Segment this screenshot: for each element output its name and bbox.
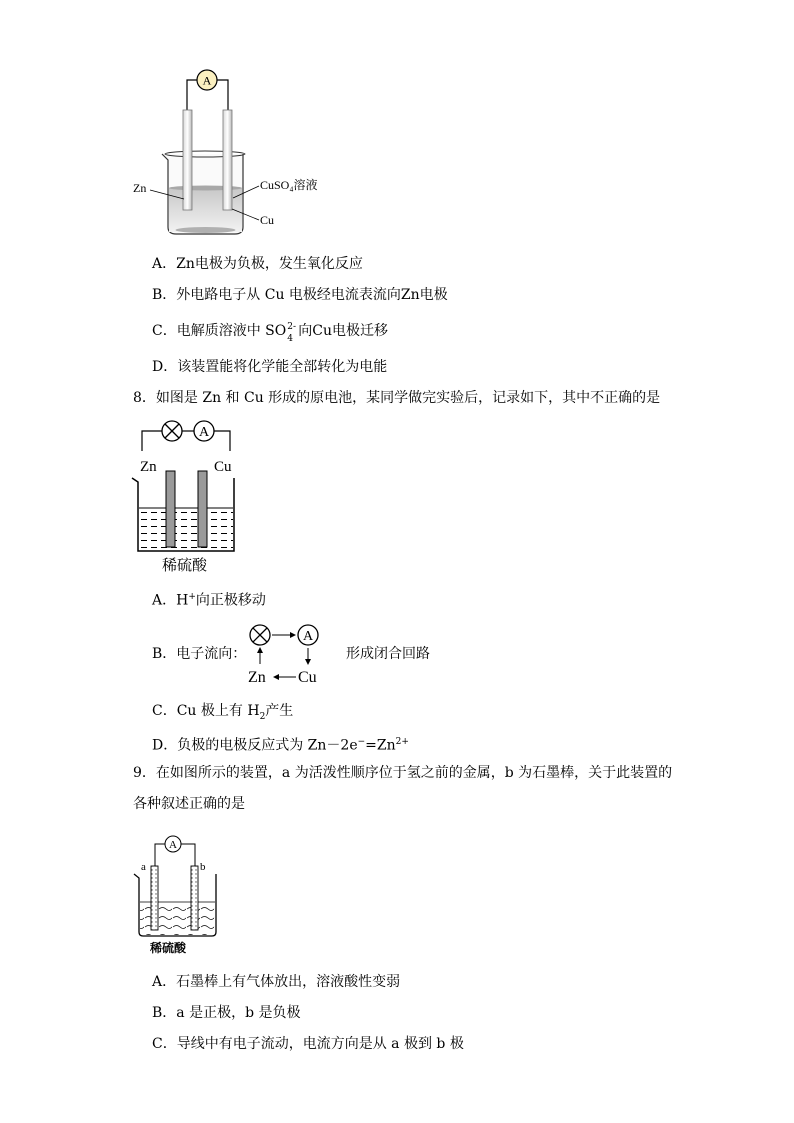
- cu-label: Cu: [260, 213, 275, 227]
- cu-label: Cu: [214, 459, 232, 475]
- q8-option-d: D．负极的电极反应式为 $Zn-2e^-=Zn^{2+}$: [152, 737, 409, 754]
- q7-option-a: A．Zn电极为负极，发生氧化反应: [152, 256, 363, 272]
- ammeter-label: A: [202, 73, 212, 88]
- graphite-b-electrode: [191, 866, 198, 930]
- cu-electrode: [223, 110, 232, 210]
- zn-label: Zn: [248, 669, 266, 686]
- figure-q9-cell: [130, 832, 230, 957]
- q9-option-b: B．a 是正极，b 是负极: [152, 1005, 301, 1021]
- electron-flow-diagram: [240, 620, 340, 690]
- a-label: a: [141, 861, 146, 873]
- q8-option-c: C．Cu 极上有 $H_2$产生: [152, 703, 294, 722]
- q8-option-a: A．H+向正极移动: [152, 592, 266, 609]
- zn-electrode: [166, 471, 175, 547]
- q7-option-d: D．该装置能将化学能全部转化为电能: [152, 359, 388, 375]
- acid-label: 稀硫酸: [162, 558, 208, 574]
- svg-text:A: A: [198, 425, 210, 440]
- b-label: b: [200, 861, 206, 873]
- svg-text:A: A: [169, 839, 177, 851]
- cu-label: Cu: [298, 669, 317, 686]
- q7-option-b: B．外电路电子从 Cu 电极经电流表流向Zn电极: [152, 287, 448, 303]
- zn-label: Zn: [140, 459, 157, 475]
- acid-solution: [139, 509, 233, 550]
- metal-a-electrode: [151, 866, 158, 930]
- cu-electrode: [198, 471, 207, 547]
- q9-option-a: A．石墨棒上有气体放出，溶液酸性变弱: [152, 974, 401, 990]
- figure-zn-cu-cuso4-cell: [120, 62, 360, 242]
- q9-stem-line1: 9．在如图所示的装置，a 为活泼性顺序位于氢之前的金属，b 为石墨棒，关于此装置的: [133, 765, 673, 781]
- zn-label: Zn: [133, 181, 147, 195]
- q7-option-c: C．电解质溶液中 SO 2- 4 向Cu电极迁移: [152, 322, 388, 344]
- q8-option-b-suffix: 形成闭合回路: [346, 646, 430, 662]
- solution-label: CuSO₄溶液: [260, 178, 318, 192]
- figure-q8-cell: [130, 418, 250, 578]
- q8-option-b-prefix: B．电子流向：: [152, 646, 247, 662]
- q9-option-c: C．导线中有电子流动，电流方向是从 a 极到 b 极: [152, 1036, 464, 1052]
- zn-electrode: [183, 110, 192, 210]
- svg-text:A: A: [302, 629, 314, 644]
- q9-stem-line2: 各种叙述正确的是: [133, 796, 245, 812]
- q8-stem: 8．如图是 Zn 和 Cu 形成的原电池，某同学做完实验后，记录如下，其中不正确的是: [133, 390, 661, 406]
- acid-label: 稀硫酸: [150, 941, 187, 955]
